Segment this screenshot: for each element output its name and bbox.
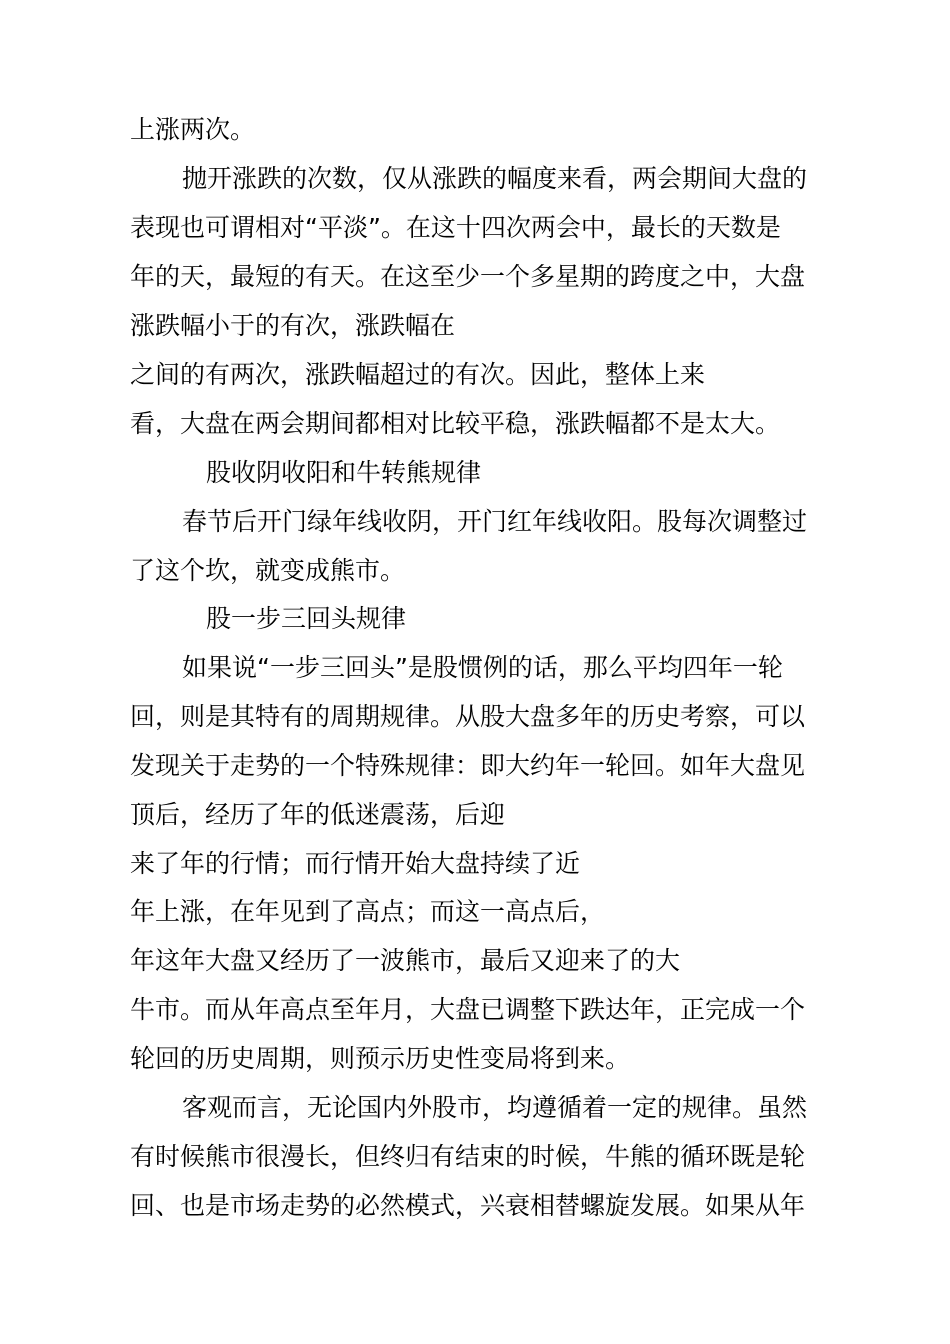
section-heading: 股收阴收阳和牛转熊规律	[206, 458, 482, 487]
section-heading: 股一步三回头规律	[206, 604, 407, 633]
text-line: 回，则是其特有的周期规律。从股大盘多年的历史考察，可以	[130, 702, 806, 731]
text-line: 顶后，经历了年的低迷震荡，后迎	[130, 800, 506, 829]
text-line: 上涨两次。	[130, 115, 256, 144]
text-line: 来了年的行情；而行情开始大盘持续了近	[130, 849, 581, 878]
text-line: 表现也可谓相对“平淡”。在这十四次两会中，最长的天数是	[130, 213, 781, 242]
text-line: 年这年大盘又经历了一波熊市，最后又迎来了的大	[130, 946, 681, 975]
text-line: 轮回的历史周期，则预示历史性变局将到来。	[130, 1044, 631, 1073]
text-line: 发现关于走势的一个特殊规律：即大约年一轮回。如年大盘见	[130, 751, 806, 780]
text-line: 回、也是市场走势的必然模式，兴衰相替螺旋发展。如果从年	[130, 1191, 806, 1220]
paragraph-first-line: 如果说“一步三回头”是股惯例的话，那么平均四年一轮	[182, 653, 783, 682]
paragraph-first-line: 客观而言，无论国内外股市，均遵循着一定的规律。虽然	[182, 1093, 808, 1122]
text-line: 之间的有两次，涨跌幅超过的有次。因此，整体上来	[130, 360, 706, 389]
text-line: 涨跌幅小于的有次，涨跌幅在	[130, 311, 456, 340]
text-line: 年上涨，在年见到了高点；而这一高点后，	[130, 897, 606, 926]
text-line: 了这个坎，就变成熊市。	[130, 556, 406, 585]
text-line: 看，大盘在两会期间都相对比较平稳，涨跌幅都不是太大。	[130, 409, 781, 438]
text-line: 年的天，最短的有天。在这至少一个多星期的跨度之中，大盘	[130, 262, 806, 291]
text-line: 牛市。而从年高点至年月，大盘已调整下跌达年，正完成一个	[130, 995, 806, 1024]
paragraph-first-line: 抛开涨跌的次数，仅从涨跌的幅度来看，两会期间大盘的	[182, 164, 808, 193]
paragraph-first-line: 春节后开门绿年线收阴，开门红年线收阳。股每次调整过	[182, 507, 808, 536]
text-line: 有时候熊市很漫长，但终归有结束的时候，牛熊的循环既是轮	[130, 1142, 806, 1171]
